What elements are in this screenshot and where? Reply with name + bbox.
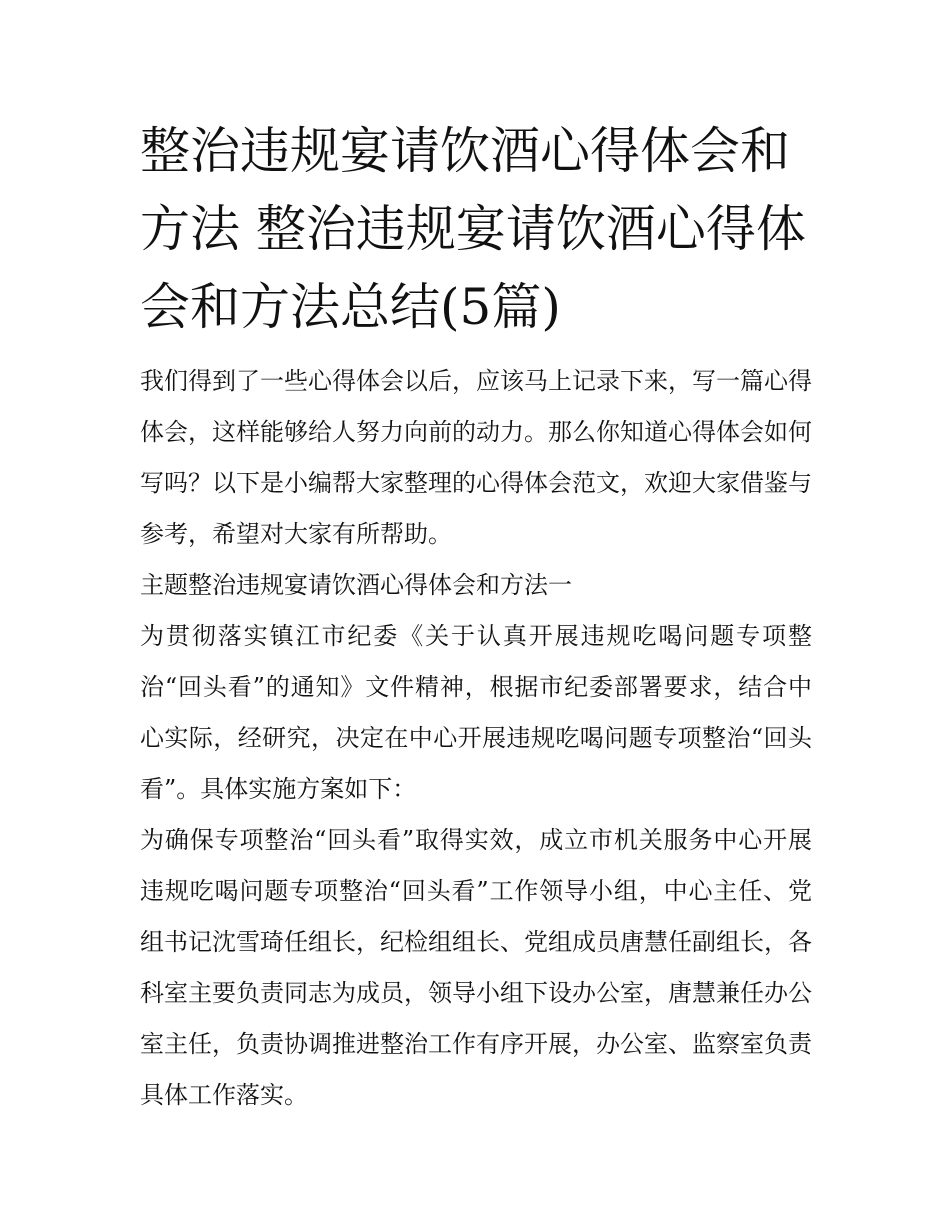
document-content xyxy=(140,112,812,1121)
section-heading: 主题整治违规宴请饮酒心得体会和方法一 xyxy=(140,571,572,599)
body-paragraph-1: 为贯彻落实镇江市纪委《关于认真开展违规吃喝问题专项整治“回头看”的通知》文件精神，根据市纪委部署要求，结合中心实际，经研究，决定在中心开展违规吃喝问题专项整治“回头看”。具体实施方案如下： xyxy=(140,622,812,803)
intro-paragraph: 我们得到了一些心得体会以后，应该马上记录下来，写一篇心得体会，这样能够给人努力向前的动力。那么你知道心得体会如何写吗？以下是小编帮大家整理的心得体会范文，欢迎大家借鉴与参考，希望对大家有所帮助。 xyxy=(140,367,812,548)
body-paragraph-2: 为确保专项整治“回头看”取得实效，成立市机关服务中心开展违规吃喝问题专项整治“回头看”工作领导小组，中心主任、党组书记沈雪琦任组长，纪检组组长、党组成员唐慧任副组长，各科室主要负责同志为成员，领导小组下设办公室，唐慧兼任办公室主任，负责协调推进整治工作有序开展，办公室、监察室负责具体工作落实。 xyxy=(140,826,812,1109)
document-title: 整治违规宴请饮酒心得体会和方法 整治违规宴请饮酒心得体会和方法总结(5篇) xyxy=(140,122,806,336)
